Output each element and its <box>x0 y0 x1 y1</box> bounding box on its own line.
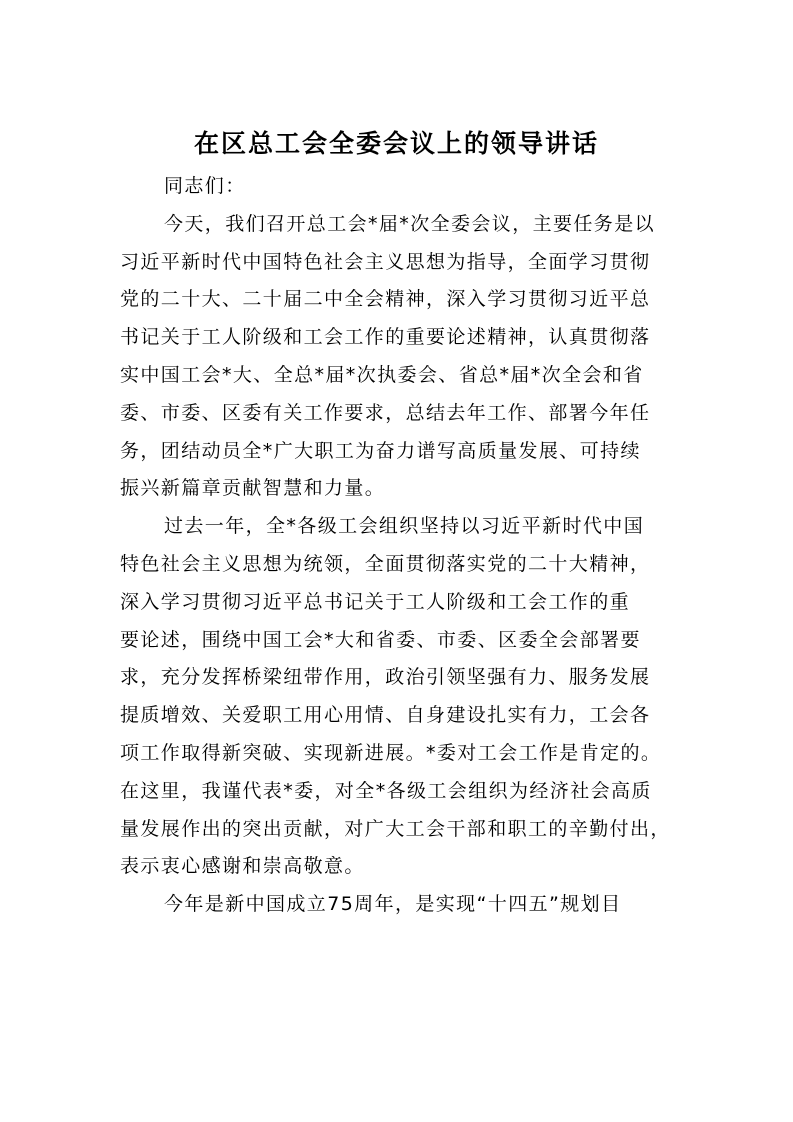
paragraph-1-line-6: 委、市委、区委有关工作要求，总结去年工作、部署今年任 <box>120 401 651 424</box>
paragraph-1-line-1: 今天，我们召开总工会*届*次全委会议，主要任务是以 <box>164 212 656 235</box>
paragraph-2-line-2: 特色社会主义思想为统领，全面贯彻落实党的二十大精神， <box>120 552 651 575</box>
paragraph-2-line-10: 表示衷心感谢和崇高敬意。 <box>120 855 365 878</box>
paragraph-1-line-2: 习近平新时代中国特色社会主义思想为指导，全面学习贯彻 <box>120 250 651 273</box>
paragraph-2-line-4: 要论述，围绕中国工会*大和省委、市委、区委全会部署要 <box>120 628 641 651</box>
paragraph-2-line-5: 求，充分发挥桥梁纽带作用，政治引领坚强有力、服务发展 <box>120 666 651 689</box>
paragraph-2-line-8: 在这里，我谨代表*委，对全*各级工会组织为经济社会高质 <box>120 779 652 802</box>
paragraph-1-line-8: 振兴新篇章贡献智慧和力量。 <box>120 477 386 500</box>
paragraph-1-line-3: 党的二十大、二十届二中全会精神，深入学习贯彻习近平总 <box>120 288 651 311</box>
document-body <box>120 168 680 924</box>
paragraph-1-line-4: 书记关于工人阶级和工会工作的重要论述精神，认真贯彻落 <box>120 326 651 349</box>
paragraph-1-line-5: 实中国工会*大、全总*届*次执委会、省总*届*次全会和省 <box>120 363 644 386</box>
document-title: 在区总工会全委会议上的领导讲话 <box>193 129 599 158</box>
paragraph-1-line-7: 务，团结动员全*广大职工为奋力谱写高质量发展、可持续 <box>120 439 641 462</box>
paragraph-2-line-1: 过去一年，全*各级工会组织坚持以习近平新时代中国 <box>164 515 645 538</box>
paragraph-2-line-6: 提质增效、关爱职工用心用情、自身建设扎实有力，工会各 <box>120 704 651 727</box>
paragraph-3-line-1: 今年是新中国成立75周年，是实现“十四五”规划目 <box>164 893 622 916</box>
salutation-line: 同志们： <box>164 175 246 197</box>
paragraph-2-line-3: 深入学习贯彻习近平总书记关于工人阶级和工会工作的重 <box>120 590 631 613</box>
paragraph-2-line-7: 项工作取得新突破、实现新进展。*委对工会工作是肯定的。 <box>120 741 662 764</box>
paragraph-2-line-9: 量发展作出的突出贡献，对广大工会干部和职工的辛勤付出， <box>120 817 671 840</box>
